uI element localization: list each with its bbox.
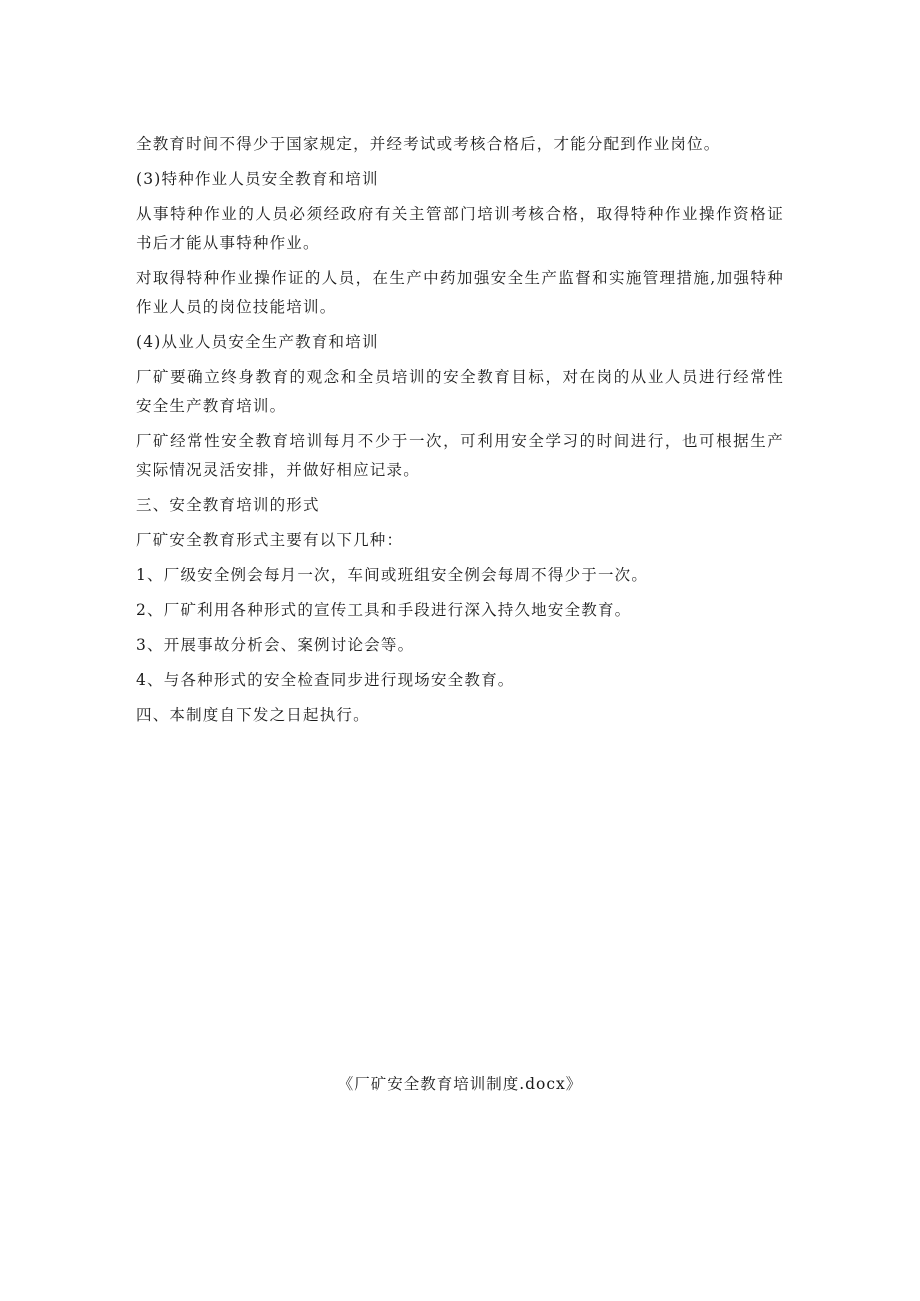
heading-effective-date: 四、本制度自下发之日起执行。	[136, 706, 370, 724]
heading-employee-training: (4)从业人员安全生产教育和培训	[136, 333, 379, 351]
paragraph-lifelong-education: 厂矿要确立终身教育的观念和全员培训的安全教育目标，对在岗的从业人员进行经常性安全生产教育培训。	[136, 368, 784, 415]
paragraph-special-supervision: 对取得特种作业操作证的人员，在生产中药加强安全生产监督和实施管理措施,加强特种作业人员的岗位技能培训。	[136, 269, 784, 316]
list-item-site-inspection: 4、与各种形式的安全检查同步进行现场安全教育。	[136, 671, 515, 689]
list-item-publicity: 2、厂矿利用各种形式的宣传工具和手段进行深入持久地安全教育。	[136, 601, 632, 619]
paragraph-forms-intro: 厂矿安全教育形式主要有以下几种：	[136, 531, 404, 549]
heading-special-operations: (3)特种作业人员安全教育和培训	[136, 170, 379, 188]
document-body	[136, 130, 784, 736]
list-item-safety-meetings: 1、厂级安全例会每月一次，车间或班组安全例会每周不得少于一次。	[136, 566, 649, 584]
document-filename-footer: 《厂矿安全教育培训制度.docx》	[337, 1075, 583, 1093]
paragraph-monthly-training: 厂矿经常性安全教育培训每月不少于一次，可利用安全学习的时间进行，也可根据生产实际情况灵活安排，并做好相应记录。	[136, 432, 784, 479]
list-item-accident-analysis: 3、开展事故分析会、案例讨论会等。	[136, 636, 415, 654]
heading-training-forms: 三、安全教育培训的形式	[136, 496, 320, 514]
paragraph-education-time: 全教育时间不得少于国家规定，并经考试或考核合格后，才能分配到作业岗位。	[136, 135, 721, 153]
paragraph-special-certification: 从事特种作业的人员必须经政府有关主管部门培训考核合格，取得特种作业操作资格证书后才能从事特种作业。	[136, 205, 784, 252]
